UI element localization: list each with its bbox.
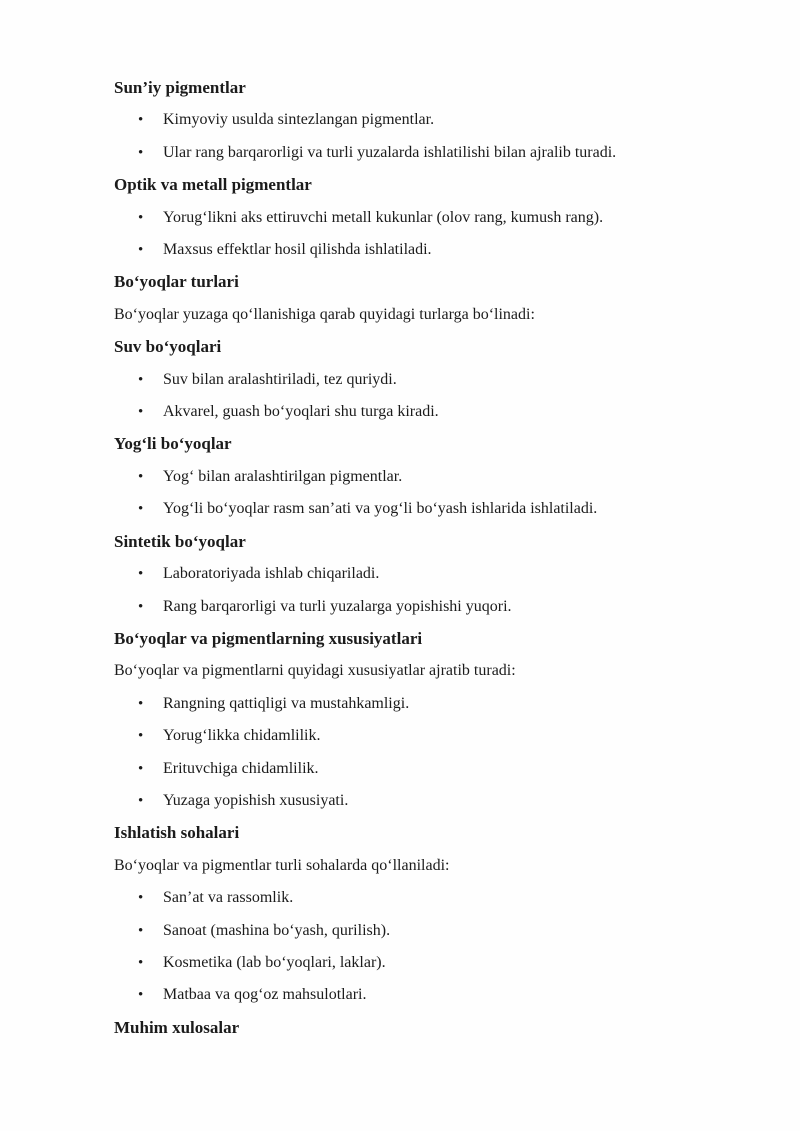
list-item [114, 104, 712, 136]
bullet-icon: • [138, 404, 144, 421]
list-item [114, 234, 712, 266]
bullet-icon: • [138, 695, 144, 712]
list-item-text: Matbaa va qog‘oz mahsulotlari. [163, 986, 367, 1004]
bullet-icon: • [138, 371, 144, 388]
list-item-text: Suv bilan aralashtiriladi, tez quriydi. [163, 370, 397, 388]
list-item [114, 137, 712, 169]
list-item-text: Yog‘li bo‘yoqlar rasm san’ati va yog‘li bo‘yash ishlarida ishlatiladi. [163, 500, 598, 518]
list-item [114, 364, 712, 396]
bullet-icon: • [138, 598, 144, 615]
bullet-icon: • [138, 242, 144, 259]
bullet-icon: • [138, 144, 144, 161]
bullet-icon: • [138, 728, 144, 745]
list-item [114, 202, 712, 234]
list-item-text: Yorug‘likka chidamlilik. [163, 727, 321, 745]
list-item-text: Kosmetika (lab bo‘yoqlari, laklar). [163, 953, 386, 971]
bullet-icon: • [138, 760, 144, 777]
bullet-icon: • [138, 922, 144, 939]
bullet-icon: • [138, 209, 144, 226]
list-item [114, 785, 712, 817]
list-item [114, 591, 712, 623]
list-item [114, 558, 712, 590]
heading-suv-boyoqlari: Suv bo‘yoqlari [114, 337, 222, 357]
bullet-icon: • [138, 501, 144, 518]
list-item [114, 461, 712, 493]
list-item-text: Laboratoriyada ishlab chiqariladi. [163, 565, 380, 583]
list-item-text: Rang barqarorligi va turli yuzalarga yopishishi yuqori. [163, 597, 512, 615]
list-item [114, 688, 712, 720]
paragraph: Bo‘yoqlar yuzaga qo‘llanishiga qarab quyidagi turlarga bo‘linadi: [114, 305, 535, 323]
heading-sintetik-boyoqlar: Sintetik bo‘yoqlar [114, 531, 246, 551]
list-item-text: Akvarel, guash bo‘yoqlari shu turga kiradi. [163, 403, 439, 421]
list-item-text: Kimyoviy usulda sintezlangan pigmentlar. [163, 111, 435, 129]
heading-boyoqlar-turlari: Bo‘yoqlar turlari [114, 272, 239, 292]
heading-optik-va-metall-pigmentlar: Optik va metall pigmentlar [114, 175, 312, 195]
list-item-text: Ular rang barqarorligi va turli yuzalarda ishlatilishi bilan ajralib turadi. [163, 143, 617, 161]
list-item [114, 915, 712, 947]
list-item-text: Yuzaga yopishish xususiyati. [163, 791, 349, 809]
list-item-text: San’at va rassomlik. [163, 889, 294, 907]
bullet-icon: • [138, 566, 144, 583]
heading-yogli-boyoqlar: Yog‘li bo‘yoqlar [114, 434, 232, 454]
list-item-text: Maxsus effektlar hosil qilishda ishlatiladi. [163, 241, 432, 259]
bullet-icon: • [138, 954, 144, 971]
list-item-text: Yorug‘likni aks ettiruvchi metall kukunlar (olov rang, kumush rang). [163, 208, 604, 226]
list-item-text: Yog‘ bilan aralashtirilgan pigmentlar. [163, 467, 403, 485]
paragraph: Bo‘yoqlar va pigmentlar turli sohalarda qo‘llaniladi: [114, 856, 450, 874]
list-item [114, 753, 712, 785]
list-item [114, 979, 712, 1011]
list-item [114, 493, 712, 525]
bullet-icon: • [138, 112, 144, 129]
bullet-icon: • [138, 987, 144, 1004]
paragraph: Bo‘yoqlar va pigmentlarni quyidagi xususiyatlar ajratib turadi: [114, 662, 516, 680]
list-item [114, 720, 712, 752]
list-item-text: Sanoat (mashina bo‘yash, qurilish). [163, 921, 391, 939]
heading-boyoqlar-va-pigmentlarning-xususiyatlari: Bo‘yoqlar va pigmentlarning xususiyatlari [114, 628, 423, 648]
heading-suniy-pigmentlar: Sun’iy pigmentlar [114, 78, 246, 97]
heading-ishlatish-sohalari: Ishlatish sohalari [114, 823, 240, 843]
list-item [114, 947, 712, 979]
bullet-icon: • [138, 468, 144, 485]
list-item [114, 396, 712, 428]
list-item-text: Erituvchiga chidamlilik. [163, 759, 319, 777]
list-item-text: Rangning qattiqligi va mustahkamligi. [163, 694, 410, 712]
bullet-icon: • [138, 890, 144, 907]
heading-muhim-xulosalar: Muhim xulosalar [114, 1017, 240, 1037]
list-item [114, 882, 712, 914]
bullet-icon: • [138, 792, 144, 809]
